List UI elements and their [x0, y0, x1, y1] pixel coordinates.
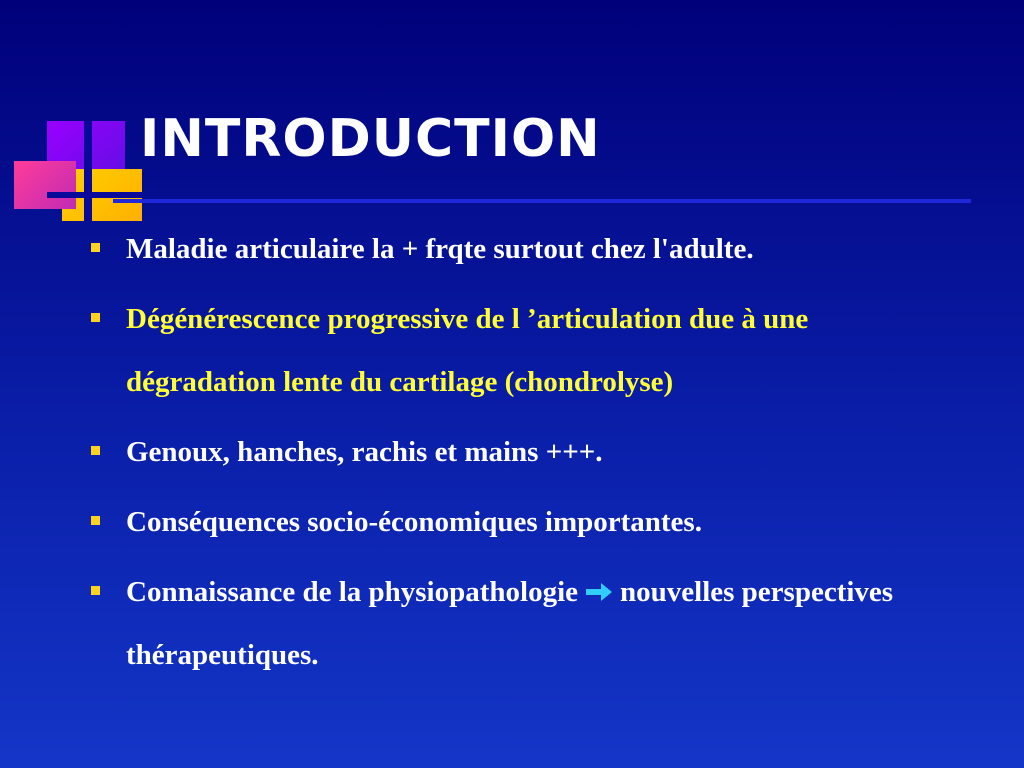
squares-logo	[0, 0, 160, 230]
bullet-text-before: Connaissance de la physiopathologie	[126, 576, 579, 608]
bullet-item	[88, 491, 968, 554]
bullet-text: Genoux, hanches, rachis et mains +++.	[126, 436, 603, 468]
bullet-text: Maladie articulaire la + frqte surtout chez l'adulte.	[126, 233, 754, 265]
logo-divider-vertical	[84, 121, 92, 221]
bullet-item	[88, 561, 926, 687]
pink-square	[14, 161, 76, 209]
bullet-text-after: nouvelles perspectives thérapeutiques.	[126, 576, 894, 671]
bullet-text: Dégénérescence progressive de l ’articulation due à une dégradation lente du cartilage (chondrolyse)	[126, 303, 809, 398]
slide-title: INTRODUCTION	[140, 109, 601, 169]
bullet-item	[88, 288, 926, 414]
bullet-marker	[91, 446, 100, 455]
arrow-right-icon	[584, 580, 614, 604]
bullet-item	[88, 218, 986, 281]
bullet-marker	[91, 243, 100, 252]
bullet-item	[88, 421, 968, 484]
bullet-marker	[91, 516, 100, 525]
bullet-list	[88, 218, 968, 694]
bullet-text: Conséquences socio-économiques importantes.	[126, 506, 702, 538]
bullet-marker	[91, 586, 100, 595]
logo-divider-horizontal	[47, 192, 142, 198]
title-underline	[113, 199, 971, 203]
bullet-marker	[91, 313, 100, 322]
